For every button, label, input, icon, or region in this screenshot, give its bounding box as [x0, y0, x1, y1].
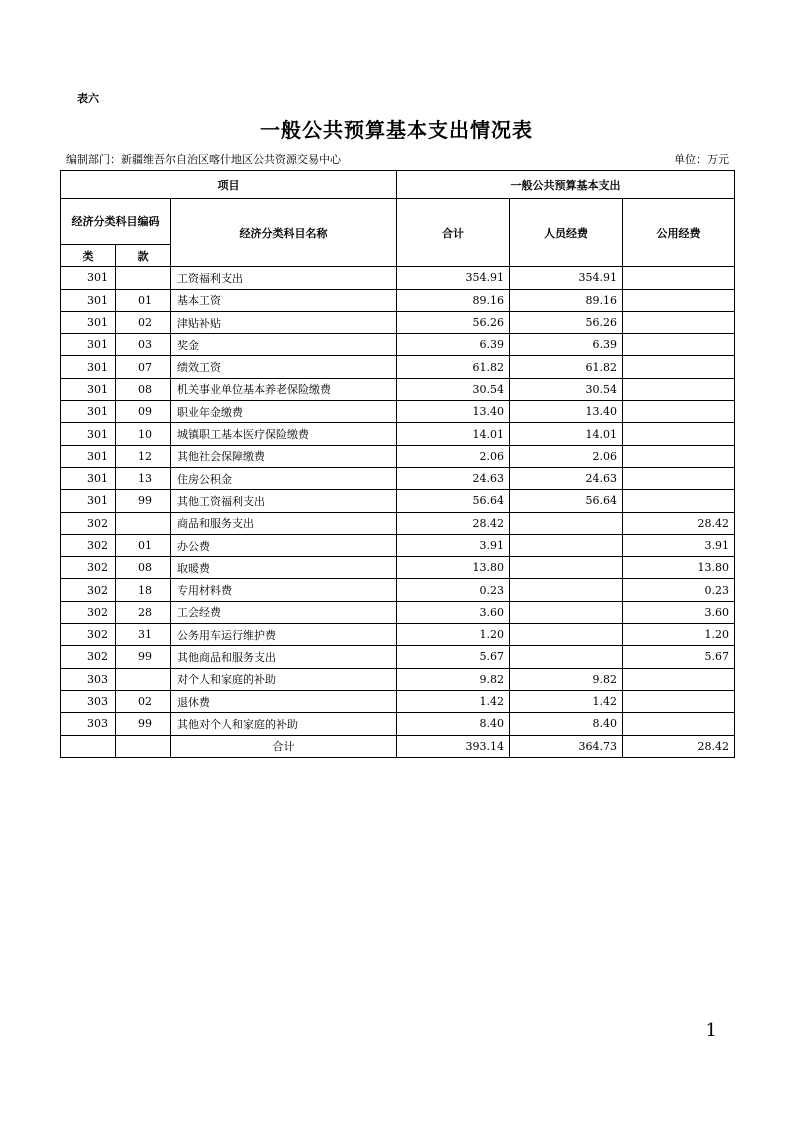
cell-lei: 301 [61, 356, 116, 378]
table-row [61, 668, 735, 690]
cell-public [623, 467, 735, 489]
cell-kuan: 03 [116, 334, 171, 356]
header-public: 公用经费 [623, 199, 735, 267]
cell-lei: 301 [61, 334, 116, 356]
header-kuan: 款 [116, 245, 171, 267]
table-row [61, 646, 735, 668]
cell-public: 3.91 [623, 534, 735, 556]
table-row [61, 713, 735, 735]
cell-personnel: 56.64 [510, 490, 623, 512]
cell-total: 1.20 [397, 624, 510, 646]
cell-name: 其他工资福利支出 [171, 490, 397, 512]
cell-kuan: 13 [116, 467, 171, 489]
cell-total: 9.82 [397, 668, 510, 690]
cell-kuan: 01 [116, 534, 171, 556]
cell-lei: 301 [61, 378, 116, 400]
cell-total: 56.26 [397, 311, 510, 333]
cell-name: 其他商品和服务支出 [171, 646, 397, 668]
cell-name: 商品和服务支出 [171, 512, 397, 534]
cell-name: 机关事业单位基本养老保险缴费 [171, 378, 397, 400]
cell-lei: 301 [61, 401, 116, 423]
header-total: 合计 [397, 199, 510, 267]
cell-personnel: 24.63 [510, 467, 623, 489]
cell-total: 13.80 [397, 557, 510, 579]
cell-total: 8.40 [397, 713, 510, 735]
unit-label: 单位：万元 [674, 153, 729, 166]
cell-name: 工会经费 [171, 601, 397, 623]
cell-total: 354.91 [397, 267, 510, 289]
cell-name: 奖金 [171, 334, 397, 356]
cell-kuan: 99 [116, 490, 171, 512]
cell-kuan: 01 [116, 289, 171, 311]
cell-name: 取暖费 [171, 557, 397, 579]
cell-name: 公务用车运行维护费 [171, 624, 397, 646]
compiling-department: 编制部门：新疆维吾尔自治区喀什地区公共资源交易中心 [66, 153, 341, 166]
cell-public [623, 311, 735, 333]
cell-personnel: 2.06 [510, 445, 623, 467]
cell-public: 13.80 [623, 557, 735, 579]
cell-name: 对个人和家庭的补助 [171, 668, 397, 690]
page-title: 一般公共预算基本支出情况表 [260, 118, 533, 142]
cell-personnel [510, 646, 623, 668]
table-row [61, 490, 735, 512]
cell-public [623, 334, 735, 356]
cell-name: 津贴补贴 [171, 311, 397, 333]
table-row [61, 557, 735, 579]
table-row [61, 579, 735, 601]
total-public: 28.42 [623, 735, 735, 757]
cell-kuan: 08 [116, 557, 171, 579]
cell-lei: 301 [61, 423, 116, 445]
cell-kuan: 02 [116, 311, 171, 333]
cell-name: 其他对个人和家庭的补助 [171, 713, 397, 735]
table-row [61, 378, 735, 400]
cell-lei: 301 [61, 445, 116, 467]
cell-lei: 302 [61, 646, 116, 668]
table-row [61, 334, 735, 356]
cell-personnel [510, 624, 623, 646]
total-row [61, 735, 735, 757]
cell-lei: 301 [61, 311, 116, 333]
cell-public [623, 490, 735, 512]
cell-total: 14.01 [397, 423, 510, 445]
table-row [61, 423, 735, 445]
cell-total: 1.42 [397, 690, 510, 712]
cell-personnel [510, 512, 623, 534]
cell-total: 0.23 [397, 579, 510, 601]
cell-kuan [116, 512, 171, 534]
cell-name: 退休费 [171, 690, 397, 712]
cell-name: 城镇职工基本医疗保险缴费 [171, 423, 397, 445]
cell-name: 绩效工资 [171, 356, 397, 378]
cell-public [623, 668, 735, 690]
cell-personnel: 354.91 [510, 267, 623, 289]
cell-kuan: 07 [116, 356, 171, 378]
header-lei: 类 [61, 245, 116, 267]
cell-personnel: 1.42 [510, 690, 623, 712]
cell-lei: 302 [61, 512, 116, 534]
cell-personnel [510, 579, 623, 601]
cell-lei: 301 [61, 467, 116, 489]
table-row [61, 289, 735, 311]
cell-total: 6.39 [397, 334, 510, 356]
cell-lei: 303 [61, 690, 116, 712]
expenditure-table [60, 170, 735, 758]
cell-total: 3.91 [397, 534, 510, 556]
table-row [61, 356, 735, 378]
table-row [61, 624, 735, 646]
cell-public: 28.42 [623, 512, 735, 534]
cell-total: 89.16 [397, 289, 510, 311]
table-row [61, 311, 735, 333]
cell-public [623, 423, 735, 445]
cell-name: 其他社会保障缴费 [171, 445, 397, 467]
cell-lei: 302 [61, 557, 116, 579]
cell-kuan: 09 [116, 401, 171, 423]
header-personnel: 人员经费 [510, 199, 623, 267]
cell-name: 办公费 [171, 534, 397, 556]
cell-total: 30.54 [397, 378, 510, 400]
cell-kuan: 02 [116, 690, 171, 712]
header-code-group: 经济分类科目编码 [61, 199, 171, 245]
header-budget-group: 一般公共预算基本支出 [397, 171, 735, 199]
header-project: 项目 [61, 171, 397, 199]
cell-lei: 302 [61, 601, 116, 623]
table-row [61, 267, 735, 289]
cell-kuan: 28 [116, 601, 171, 623]
cell-personnel: 89.16 [510, 289, 623, 311]
cell-kuan: 12 [116, 445, 171, 467]
cell-lei: 301 [61, 289, 116, 311]
cell-total: 5.67 [397, 646, 510, 668]
cell-public: 0.23 [623, 579, 735, 601]
cell-personnel [510, 534, 623, 556]
total-label: 合计 [171, 735, 397, 757]
cell-public [623, 445, 735, 467]
table-row [61, 445, 735, 467]
cell-total: 24.63 [397, 467, 510, 489]
cell-personnel: 6.39 [510, 334, 623, 356]
cell-name: 职业年金缴费 [171, 401, 397, 423]
table-row [61, 601, 735, 623]
table-row [61, 401, 735, 423]
cell-lei: 303 [61, 668, 116, 690]
table-row [61, 467, 735, 489]
cell-lei: 302 [61, 534, 116, 556]
cell-public [623, 356, 735, 378]
cell-personnel: 61.82 [510, 356, 623, 378]
cell-lei: 302 [61, 579, 116, 601]
cell-total: 61.82 [397, 356, 510, 378]
table-row [61, 512, 735, 534]
cell-name: 专用材料费 [171, 579, 397, 601]
cell-name: 住房公积金 [171, 467, 397, 489]
cell-total: 3.60 [397, 601, 510, 623]
total-personnel: 364.73 [510, 735, 623, 757]
cell-public: 5.67 [623, 646, 735, 668]
cell-public [623, 401, 735, 423]
cell-lei: 301 [61, 267, 116, 289]
cell-personnel: 13.40 [510, 401, 623, 423]
cell-kuan: 99 [116, 713, 171, 735]
cell-personnel [510, 557, 623, 579]
header-name: 经济分类科目名称 [171, 199, 397, 267]
cell-name: 基本工资 [171, 289, 397, 311]
table-row [61, 534, 735, 556]
page-number: 1 [705, 1020, 717, 1041]
cell-personnel: 56.26 [510, 311, 623, 333]
cell-total: 56.64 [397, 490, 510, 512]
cell-total: 28.42 [397, 512, 510, 534]
cell-public [623, 267, 735, 289]
total-kuan [116, 735, 171, 757]
cell-kuan: 18 [116, 579, 171, 601]
table-row [61, 690, 735, 712]
cell-personnel: 8.40 [510, 713, 623, 735]
cell-kuan: 10 [116, 423, 171, 445]
cell-public [623, 690, 735, 712]
cell-total: 2.06 [397, 445, 510, 467]
cell-personnel [510, 601, 623, 623]
cell-personnel: 30.54 [510, 378, 623, 400]
cell-public: 3.60 [623, 601, 735, 623]
cell-public: 1.20 [623, 624, 735, 646]
total-total: 393.14 [397, 735, 510, 757]
cell-kuan [116, 267, 171, 289]
cell-kuan: 08 [116, 378, 171, 400]
cell-total: 13.40 [397, 401, 510, 423]
total-lei [61, 735, 116, 757]
table-number: 表六 [77, 92, 99, 105]
table-body [61, 267, 735, 735]
cell-lei: 303 [61, 713, 116, 735]
cell-kuan: 99 [116, 646, 171, 668]
cell-public [623, 378, 735, 400]
cell-public [623, 289, 735, 311]
cell-personnel: 9.82 [510, 668, 623, 690]
cell-lei: 301 [61, 490, 116, 512]
cell-lei: 302 [61, 624, 116, 646]
cell-public [623, 713, 735, 735]
cell-personnel: 14.01 [510, 423, 623, 445]
cell-kuan: 31 [116, 624, 171, 646]
cell-name: 工资福利支出 [171, 267, 397, 289]
cell-kuan [116, 668, 171, 690]
